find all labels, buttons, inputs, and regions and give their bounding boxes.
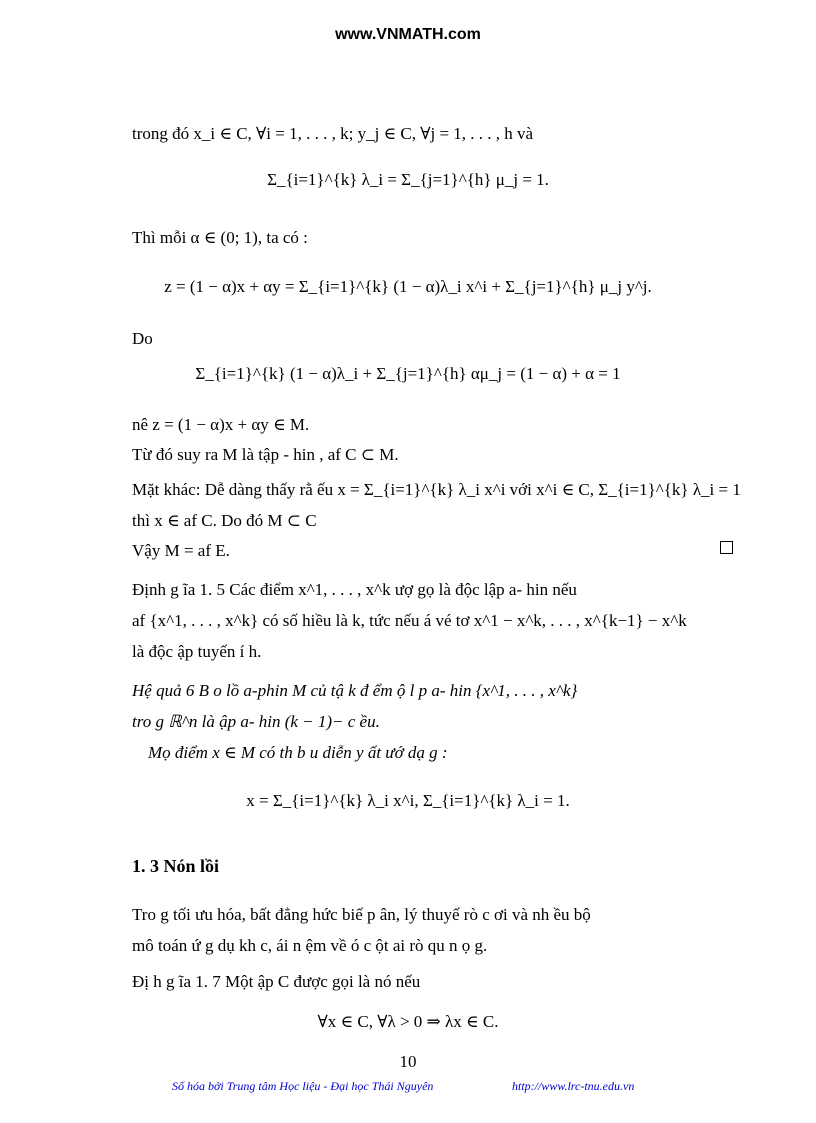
text-line-1: trong đó x_i ∈ C, ∀i = 1, . . . , k; y_j ∈ C, ∀j = 1, . . . , h và — [132, 124, 534, 143]
corollary-line-b: tro g ℝ^n là ập a- hin (k − 1)− c ều. — [132, 712, 380, 731]
definition-1-7: Đị h g ĩa 1. 7 Một ập C được gọi là nó nếu — [132, 972, 421, 991]
equation-4: x = Σ_{i=1}^{k} λ_i x^i, Σ_{i=1}^{k} λ_i = 1. — [246, 791, 570, 810]
text-line-3: Do — [132, 329, 153, 348]
paragraph-line-2: mô toán ứ g dụ kh c, ái n ệm về ó c ột ai rò qu n ọ g. — [132, 936, 488, 955]
corollary-line-c: Mọ điểm x ∈ M có th b u diễn y ất ướ dạ g : — [148, 743, 448, 762]
equation-3: Σ_{i=1}^{k} (1 − α)λ_i + Σ_{j=1}^{h} αμ_j = (1 − α) + α = 1 — [195, 364, 621, 383]
section-heading: 1. 3 Nón lồi — [132, 856, 220, 876]
page-number: 10 — [399, 1052, 417, 1071]
equation-5: ∀x ∈ C, ∀λ > 0 ⇒ λx ∈ C. — [317, 1012, 499, 1031]
footer-source: Số hóa bởi Trung tâm Học liệu - Đại học Thái Nguyên — [172, 1079, 434, 1093]
equation-2: z = (1 − α)x + αy = Σ_{i=1}^{k} (1 − α)λ_i x^i + Σ_{j=1}^{h} μ_j y^j. — [164, 277, 652, 296]
qed-square-icon — [720, 541, 733, 554]
site-header: www.VNMATH.com — [335, 26, 481, 43]
text-line-6: Mặt khác: Dễ dàng thấy rằ ếu x = Σ_{i=1}^{k} λ_i x^i với x^i ∈ C, Σ_{i=1}^{k} λ_i = 1 — [132, 480, 741, 499]
equation-1: Σ_{i=1}^{k} λ_i = Σ_{j=1}^{h} μ_j = 1. — [267, 170, 549, 189]
paragraph-line-1: Tro g tối ưu hóa, bất đẳng hức biế p ân, lý thuyế rò c ơi và nh ều bộ — [132, 905, 591, 924]
corollary-line-a: Hệ quả 6 B o lồ a-phin M củ tậ k đ ểm ộ l p a- hin {x^1, . . . , x^k} — [132, 681, 578, 700]
text-line-7: thì x ∈ af C. Do đó M ⊂ C — [132, 511, 317, 530]
text-line-5: Từ đó suy ra M là tập - hin , af C ⊂ M. — [132, 445, 399, 464]
definition-1-5-line-b: af {x^1, . . . , x^k} có số hiều là k, tức nếu á vé tơ x^1 − x^k, . . . , x^{k−1} − x^k — [132, 611, 687, 630]
definition-1-5-line-a: Định g ĩa 1. 5 Các điểm x^1, . . . , x^k ượ gọ là độc lập a- hin nếu — [132, 580, 577, 599]
text-line-4: nê z = (1 − α)x + αy ∈ M. — [132, 415, 310, 434]
text-line-2: Thì mỗi α ∈ (0; 1), ta có : — [132, 228, 308, 247]
definition-1-5-line-c: là độc ập tuyến í h. — [132, 642, 262, 661]
text-line-8: Vậy M = af E. — [132, 541, 230, 560]
footer-url-link[interactable]: http://www.lrc-tnu.edu.vn — [512, 1079, 635, 1093]
